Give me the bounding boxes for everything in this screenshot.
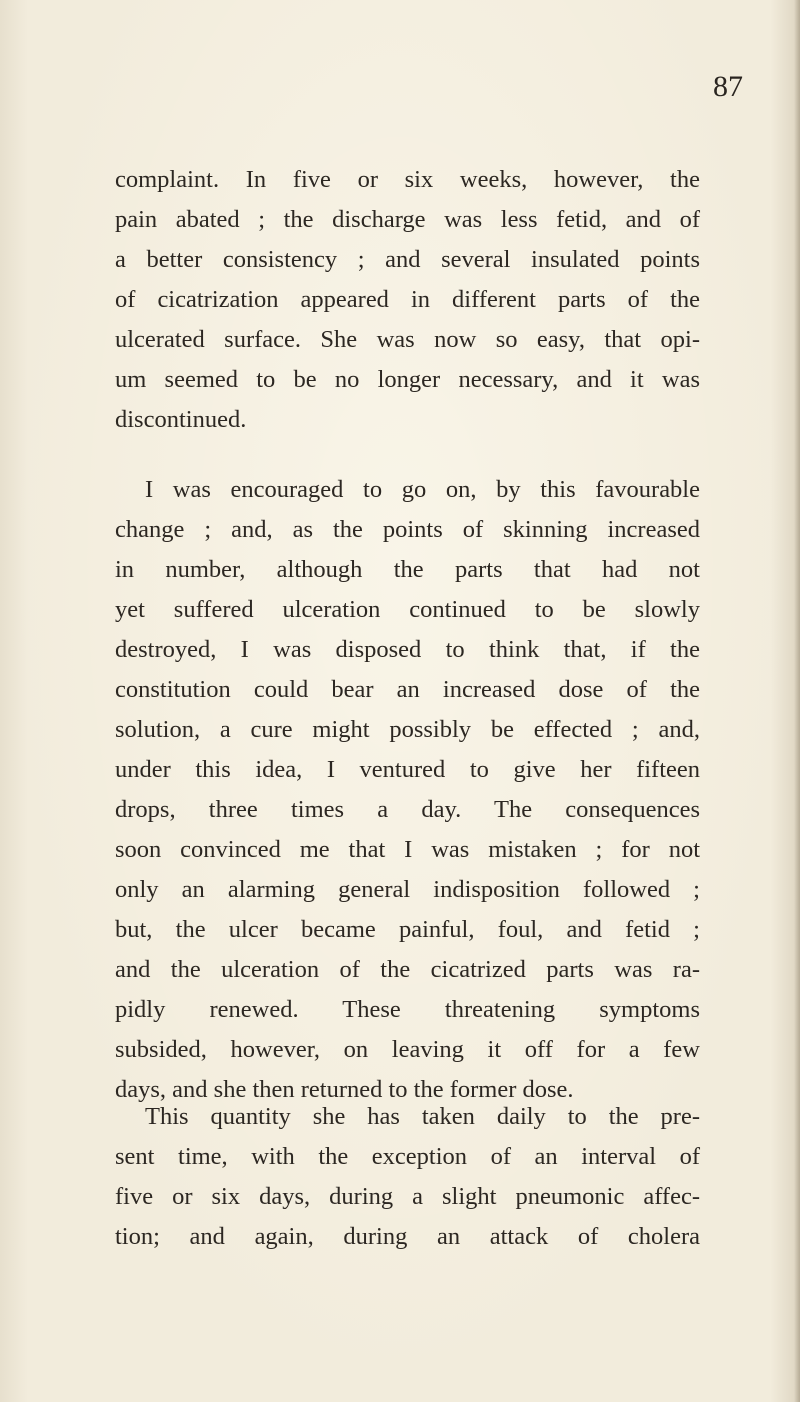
text-line: five or six days, during a slight pneumonic affec- [115, 1183, 700, 1210]
text-line: of cicatrization appeared in different parts of the [115, 286, 700, 313]
text-line: change ; and, as the points of skinning increased [115, 516, 700, 543]
text-line: tion; and again, during an attack of cholera [115, 1223, 700, 1250]
text-line: subsided, however, on leaving it off for a few [115, 1036, 700, 1063]
text-line: drops, three times a day. The consequences [115, 796, 700, 823]
text-line: solution, a cure might possibly be effected ; and, [115, 716, 700, 743]
text-line: complaint. In five or six weeks, however, the [115, 166, 700, 193]
text-line: only an alarming general indisposition followed ; [115, 876, 700, 903]
text-line: destroyed, I was disposed to think that, if the [115, 636, 700, 663]
page-edge-shadow [794, 0, 800, 1402]
text-line: This quantity she has taken daily to the pre- [145, 1103, 700, 1130]
text-line: pidly renewed. These threatening symptoms [115, 996, 700, 1023]
text-line: yet suffered ulceration continued to be slowly [115, 596, 700, 623]
text-line: days, and she then returned to the former dose. [115, 1076, 574, 1103]
text-line: constitution could bear an increased dose of the [115, 676, 700, 703]
paragraph-1 [115, 160, 700, 440]
page-number: 87 [713, 70, 743, 103]
text-line: a better consistency ; and several insulated points [115, 246, 700, 273]
text-line: in number, although the parts that had not [115, 556, 700, 583]
text-line: ulcerated surface. She was now so easy, that opi- [115, 326, 700, 353]
text-line: pain abated ; the discharge was less fetid, and of [115, 206, 700, 233]
paragraph-2 [115, 470, 700, 1110]
text-line: discontinued. [115, 406, 247, 433]
text-line: um seemed to be no longer necessary, and it was [115, 366, 700, 393]
text-line: sent time, with the exception of an interval of [115, 1143, 700, 1170]
paragraph-3 [115, 1097, 700, 1257]
text-line: but, the ulcer became painful, foul, and fetid ; [115, 916, 700, 943]
text-line: I was encouraged to go on, by this favourable [145, 476, 700, 503]
text-line: and the ulceration of the cicatrized parts was ra- [115, 956, 700, 983]
text-line: soon convinced me that I was mistaken ; for not [115, 836, 700, 863]
text-line: under this idea, I ventured to give her fifteen [115, 756, 700, 783]
